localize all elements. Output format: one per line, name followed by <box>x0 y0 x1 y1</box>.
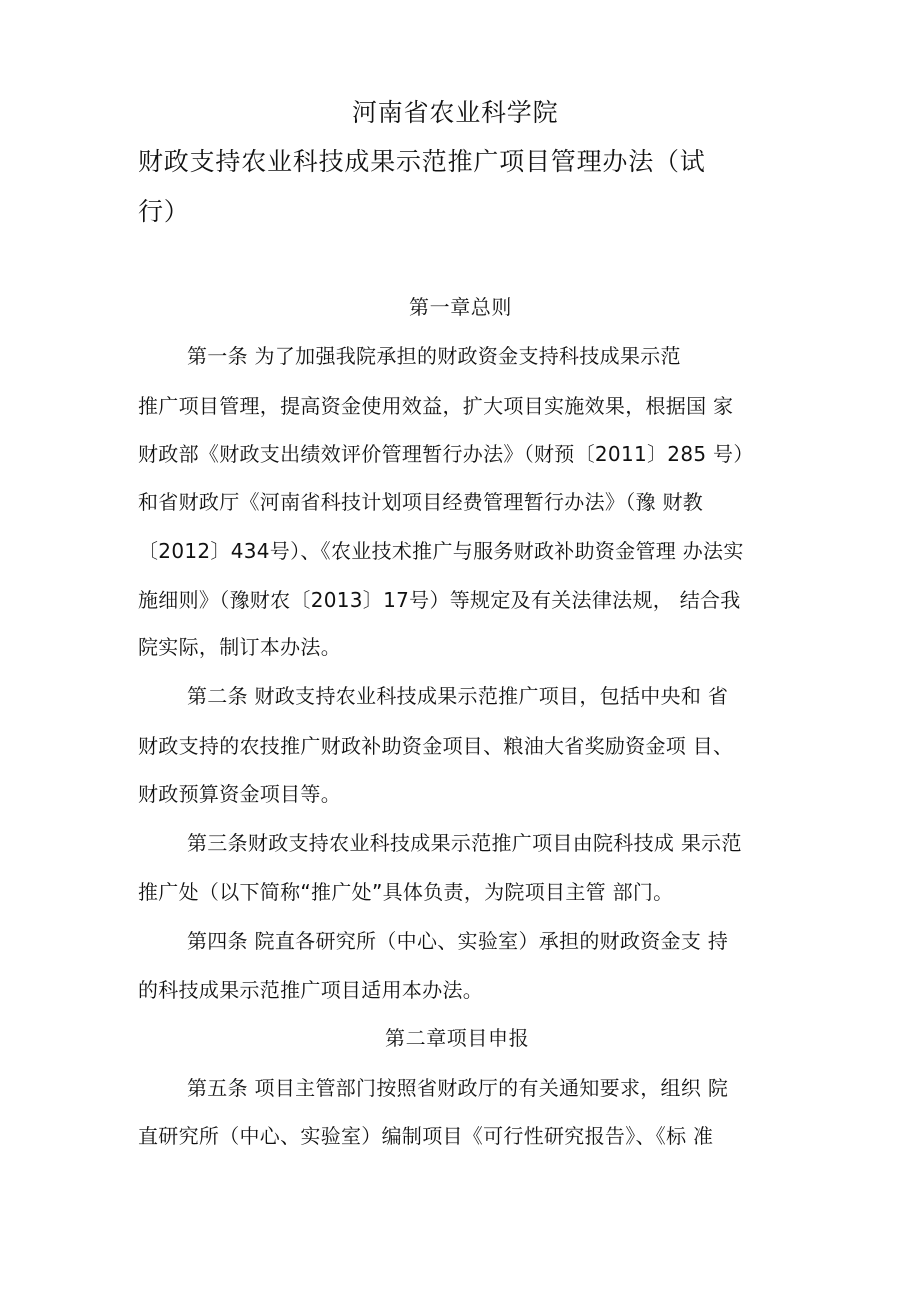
article-1-line-6: 施细则》（豫财农〔2013〕17号）等规定及有关法律法规， 结合我 <box>138 588 741 612</box>
article-5-line-2: 直研究所（中心、实验室）编制项目《可行性研究报告》、《标 准 <box>138 1124 714 1148</box>
document-title-line-2: 财政支持农业科技成果示范推广项目管理办法（试 <box>138 147 706 176</box>
article-2-line-1: 第二条 财政支持农业科技成果示范推广项目，包括中央和 省 <box>187 684 729 708</box>
article-1-line-4: 和省财政厅《河南省科技计划项目经费管理暂行办法》（豫 财教 <box>138 490 704 514</box>
article-1-line-2: 推广项目管理，提高资金使用效益，扩大项目实施效果，根据国 家 <box>138 394 734 418</box>
article-1-line-1: 第一条 为了加强我院承担的财政资金支持科技成果示范 <box>187 344 681 368</box>
article-1-line-7: 院实际，制订本办法。 <box>138 635 341 659</box>
article-4-line-2: 的科技成果示范推广项目适用本办法。 <box>138 978 484 1002</box>
article-1-line-3: 财政部《财政支出绩效评价管理暂行办法》（财预〔2011〕285 号） <box>138 442 754 466</box>
chapter-heading-1: 第一章总则 <box>409 295 512 319</box>
article-5-line-1: 第五条 项目主管部门按照省财政厅的有关通知要求，组织 院 <box>187 1076 729 1100</box>
article-2-line-2: 财政支持的农技推广财政补助资金项目、粮油大省奖励资金项 目、 <box>138 734 734 758</box>
document-title-line-1: 河南省农业科学院 <box>352 98 559 127</box>
article-1-line-5: 〔2012〕434号）、《农业技术推广与服务财政补助资金管理 办法实 <box>138 539 744 563</box>
document-title-line-3: 行） <box>138 197 190 226</box>
article-3-line-2: 推广处（以下简称“推广处”具体负责，为院项目主管 部门。 <box>138 880 674 904</box>
article-3-line-1: 第三条财政支持农业科技成果示范推广项目由院科技成 果示范 <box>187 831 742 855</box>
chapter-heading-2: 第二章项目申报 <box>385 1026 530 1050</box>
article-2-line-3: 财政预算资金项目等。 <box>138 782 341 806</box>
article-4-line-1: 第四条 院直各研究所（中心、实验室）承担的财政资金支 持 <box>187 929 729 953</box>
